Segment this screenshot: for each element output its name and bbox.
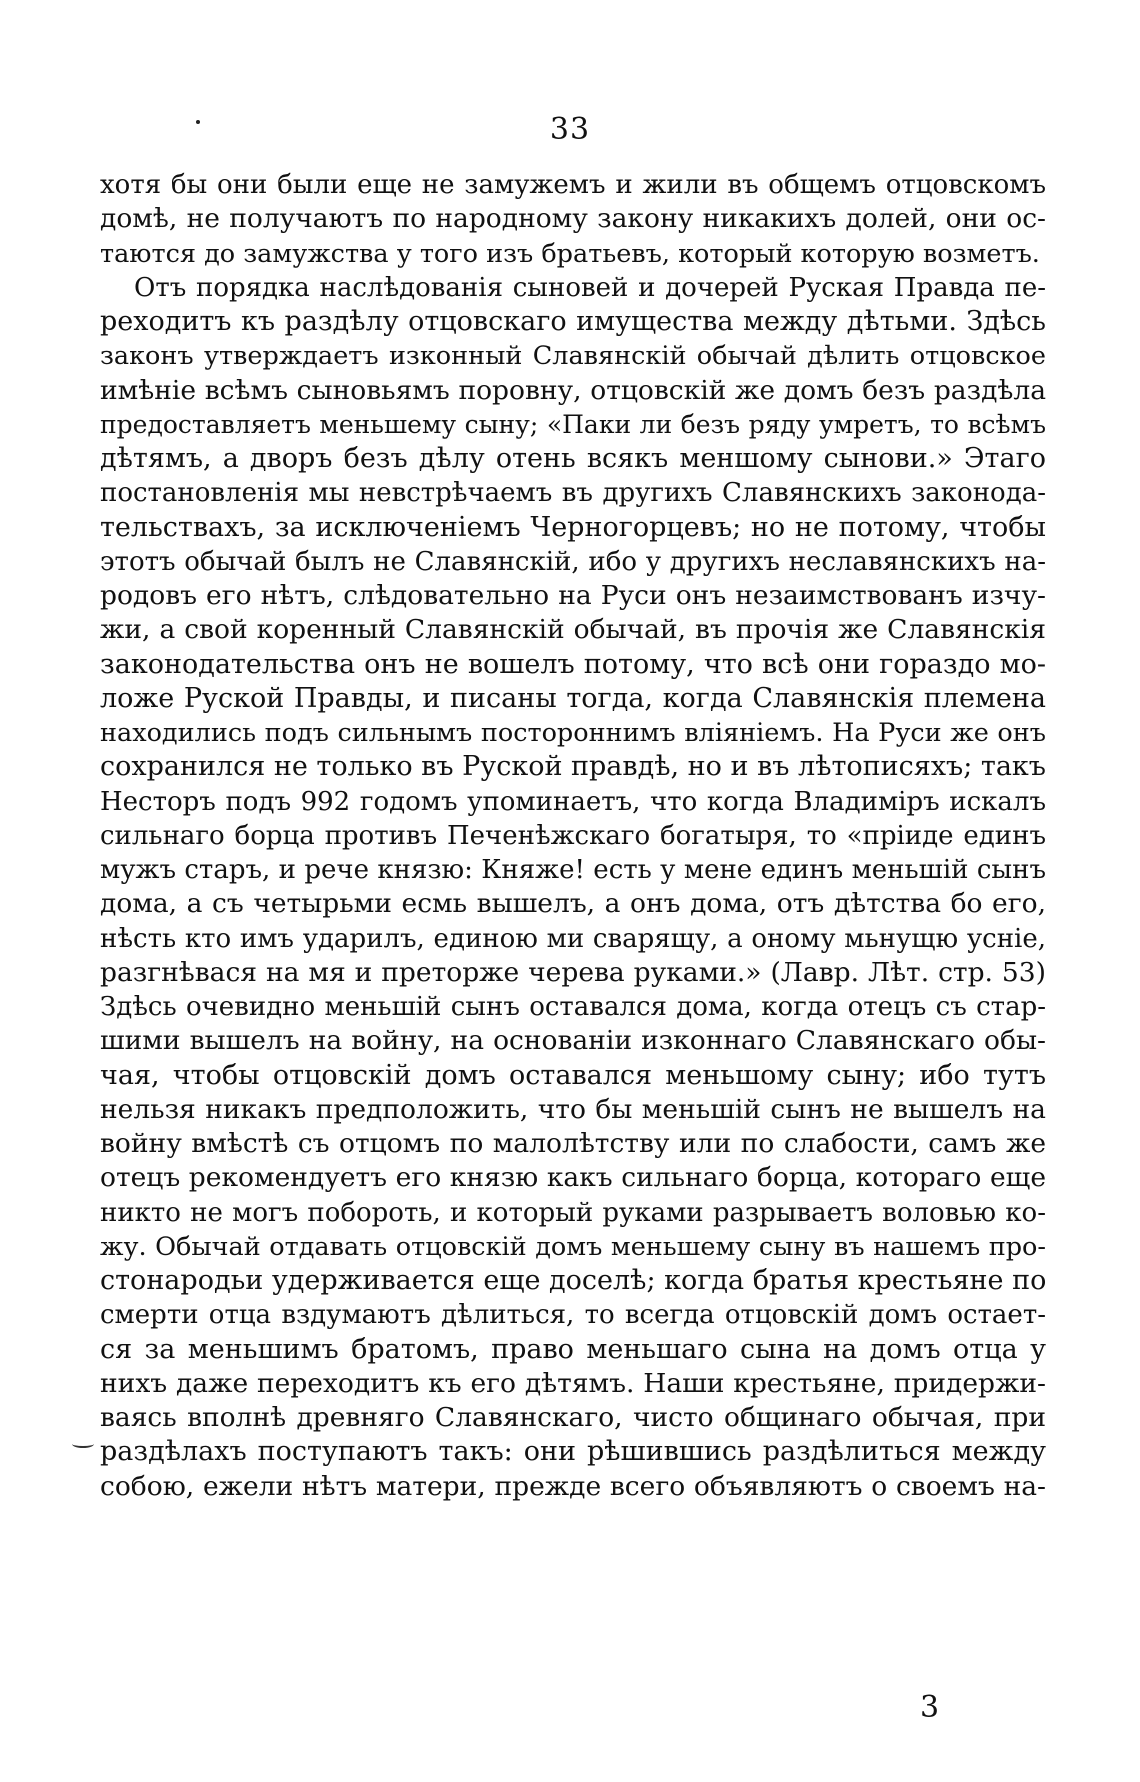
text-line: отецъ рекомендуетъ его князю какъ сильнаго борца, котораго еще xyxy=(100,1162,1046,1194)
text-line: никто не могъ побороть, и который руками разрываетъ воловью ко- xyxy=(100,1197,1046,1228)
text-line: разгнѣвася на мя и преторже черева руками.» (Лавр. Лѣт. стр. 53) xyxy=(100,956,1046,988)
text-line: нельзя никакъ предположить, что бы меньшій сынъ не вышелъ на xyxy=(100,1093,1046,1125)
text-line: таются до замужства у того изъ братьевъ, который которую возметъ. xyxy=(100,238,1040,269)
text-line: нихъ даже переходитъ къ его дѣтямъ. Наши крестьяне, придержи- xyxy=(100,1367,1046,1399)
body-text xyxy=(100,168,1046,1504)
text-line: находились подъ сильнымъ постороннимъ вліяніемъ. На Руси же онъ xyxy=(100,718,1046,748)
signature-mark: 3 xyxy=(920,1690,940,1725)
text-line: Отъ порядка наслѣдованія сыновей и дочерей Руская Правда пе- xyxy=(134,272,1046,303)
text-line: законодательства онъ не вошелъ потому, что всѣ они гораздо мо- xyxy=(100,648,1046,680)
text-line: жи, а свой коренный Славянскій обычай, въ прочія же Славянскія xyxy=(100,614,1046,646)
text-line: войну вмѣстѣ съ отцомъ по малолѣтству или по слабости, самъ же xyxy=(100,1128,1046,1159)
text-line: родовъ его нѣтъ, слѣдовательно на Руси онъ незаимствованъ изчу- xyxy=(100,580,1046,611)
text-line: ся за меньшимъ братомъ, право меньшаго сына на домъ отца у xyxy=(100,1333,1046,1365)
text-line: Здѣсь очевидно меньшій сынъ оставался дома, когда отецъ съ стар- xyxy=(100,992,1046,1022)
text-line: этотъ обычай былъ не Славянскій, ибо у другихъ неславянскихъ на- xyxy=(100,546,1046,577)
text-line: законъ утверждаетъ изконный Славянскій обычай дѣлить отцовское xyxy=(100,341,1046,372)
text-line: тельствахъ, за исключеніемъ Черногорцевъ; но не потому, чтобы xyxy=(100,511,1046,543)
text-line: Несторъ подъ 992 годомъ упоминаетъ, что когда Владиміръ искалъ xyxy=(100,786,1046,817)
text-line: ложе Руской Правды, и писаны тогда, когда Славянскія племена xyxy=(100,682,1046,714)
text-line: дѣтямъ, а дворъ безъ дѣлу отень всякъ меншому сынови.» Этаго xyxy=(100,443,1046,474)
text-line: имѣніе всѣмъ сыновьямъ поровну, отцовскій же домъ безъ раздѣла xyxy=(100,374,1046,406)
text-line: жу. Обычай отдавать отцовскій домъ меньшему сыну въ нашемъ про- xyxy=(100,1231,1046,1262)
text-line: сильнаго борца противъ Печенѣжскаго богатыря, то «пріиде единъ xyxy=(100,820,1046,851)
text-line: стонародьи удерживается еще доселѣ; когда братья крестьяне по xyxy=(100,1265,1047,1296)
text-line: реходитъ къ раздѣлу отцовскаго имущества между дѣтьми. Здѣсь xyxy=(100,306,1046,337)
text-line: предоставляетъ меньшему сыну; «Паки ли безъ ряду умретъ, то всѣмъ xyxy=(100,409,1046,439)
text-line: ваясь вполнѣ древняго Славянскаго, чисто общинаго обычая, при xyxy=(100,1402,1046,1433)
text-line: раздѣлахъ поступаютъ такъ: они рѣшившись раздѣлиться между xyxy=(100,1436,1046,1468)
text-line: собою, ежели нѣтъ матери, прежде всего объявляютъ о своемъ на- xyxy=(100,1470,1046,1502)
text-line: домѣ, не получаютъ по народному закону никакихъ долей, они ос- xyxy=(100,203,1046,235)
text-line: чая, чтобы отцовскій домъ оставался меньшому сыну; ибо тутъ xyxy=(100,1059,1046,1091)
margin-mark xyxy=(72,1440,94,1448)
text-line: хотя бы они были еще не замужемъ и жили въ общемъ отцовскомъ xyxy=(100,170,1046,200)
page-number: 33 xyxy=(549,112,591,147)
text-line: смерти отца вздумаютъ дѣлиться, то всегда отцовскій домъ остает- xyxy=(100,1300,1046,1331)
text-line: шими вышелъ на войну, на основаніи изконнаго Славянскаго обы- xyxy=(100,1025,1046,1057)
text-line: сохранился не только въ Руской правдѣ, но и въ лѣтописяхъ; такъ xyxy=(100,751,1046,783)
text-line: дома, а съ четырьми есмь вышелъ, а онъ дома, отъ дѣтства бо его, xyxy=(100,888,1046,920)
text-line: нѣсть кто имъ ударилъ, единою ми сварящу, а оному мьнущю усніе, xyxy=(100,923,1046,954)
text-line: мужъ старъ, и рече князю: Княже! есть у мене единъ меньшій сынъ xyxy=(100,855,1046,885)
text-line: постановленія мы невстрѣчаемъ въ другихъ Славянскихъ законода- xyxy=(100,478,1046,509)
